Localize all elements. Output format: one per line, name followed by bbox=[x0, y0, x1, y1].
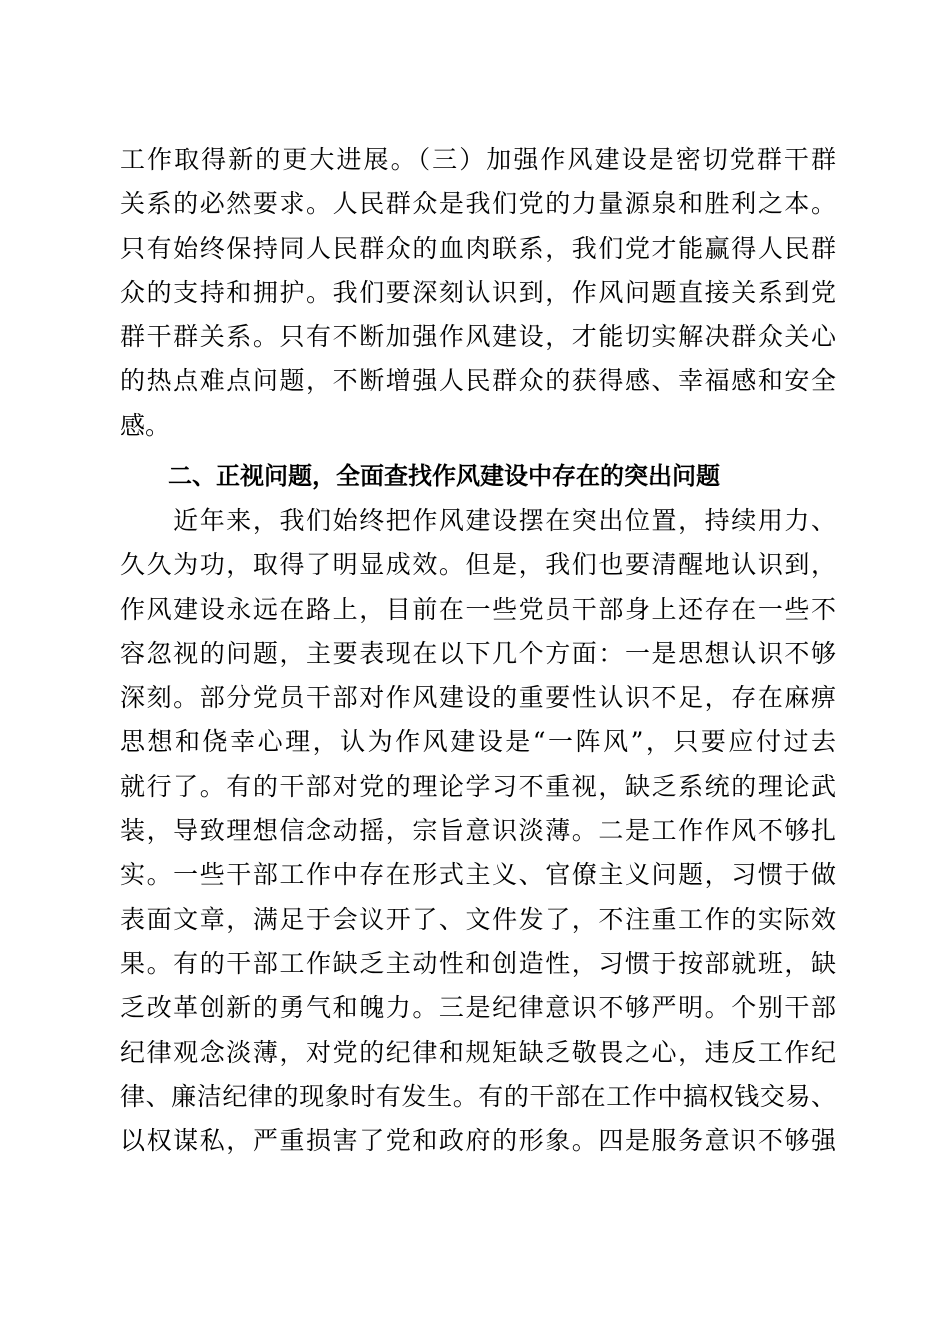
text-line: 群干群关系。只有不断加强作风建设，才能切实解决群众关心 bbox=[120, 322, 836, 352]
text-line: 以权谋私，严重损害了党和政府的形象。四是服务意识不够强 bbox=[120, 1126, 836, 1156]
text-line: 工作取得新的更大进展。（三）加强作风建设是密切党群干群 bbox=[120, 145, 836, 174]
text-line: 纪律观念淡薄，对党的纪律和规矩缺乏敬畏之心，违反工作纪 bbox=[120, 1037, 836, 1067]
text-line: 装，导致理想信念动摇，宗旨意识淡薄。二是工作作风不够扎 bbox=[120, 816, 836, 846]
text-line: 就行了。有的干部对党的理论学习不重视，缺乏系统的理论武 bbox=[120, 771, 836, 801]
text-line: 关系的必然要求。人民群众是我们党的力量源泉和胜利之本。 bbox=[120, 189, 836, 219]
text-line: 感。 bbox=[120, 410, 171, 440]
text-line: 表面文章，满足于会议开了、文件发了，不注重工作的实际效 bbox=[120, 904, 836, 934]
text-line: 近年来，我们始终把作风建设摆在突出位置，持续用力、 bbox=[120, 506, 836, 535]
text-line: 果。有的干部工作缺乏主动性和创造性，习惯于按部就班，缺 bbox=[120, 948, 836, 978]
paragraph-1 bbox=[120, 138, 836, 448]
text-line: 乏改革创新的勇气和魄力。三是纪律意识不够严明。个别干部 bbox=[120, 993, 836, 1023]
paragraph-2 bbox=[120, 499, 836, 1163]
text-line: 深刻。部分党员干部对作风建设的重要性认识不足，存在麻痹 bbox=[120, 683, 836, 713]
text-line: 只有始终保持同人民群众的血肉联系，我们党才能赢得人民群 bbox=[120, 233, 836, 263]
text-line: 律、廉洁纪律的现象时有发生。有的干部在工作中搞权钱交易、 bbox=[120, 1081, 836, 1111]
text-line: 实。一些干部工作中存在形式主义、官僚主义问题，习惯于做 bbox=[120, 860, 836, 890]
text-line: 作风建设永远在路上，目前在一些党员干部身上还存在一些不 bbox=[120, 594, 836, 624]
text-line: 思想和侥幸心理，认为作风建设是“一阵风”，只要应付过去 bbox=[120, 727, 836, 757]
section-heading: 二、正视问题，全面查找作风建设中存在的突出问题 bbox=[168, 462, 720, 490]
text-line: 的热点难点问题，不断增强人民群众的获得感、幸福感和安全 bbox=[120, 366, 836, 396]
text-line: 容忽视的问题，主要表现在以下几个方面：一是思想认识不够 bbox=[120, 638, 836, 668]
text-line: 众的支持和拥护。我们要深刻认识到，作风问题直接关系到党 bbox=[120, 277, 836, 307]
text-line: 久久为功，取得了明显成效。但是，我们也要清醒地认识到， bbox=[120, 550, 836, 580]
